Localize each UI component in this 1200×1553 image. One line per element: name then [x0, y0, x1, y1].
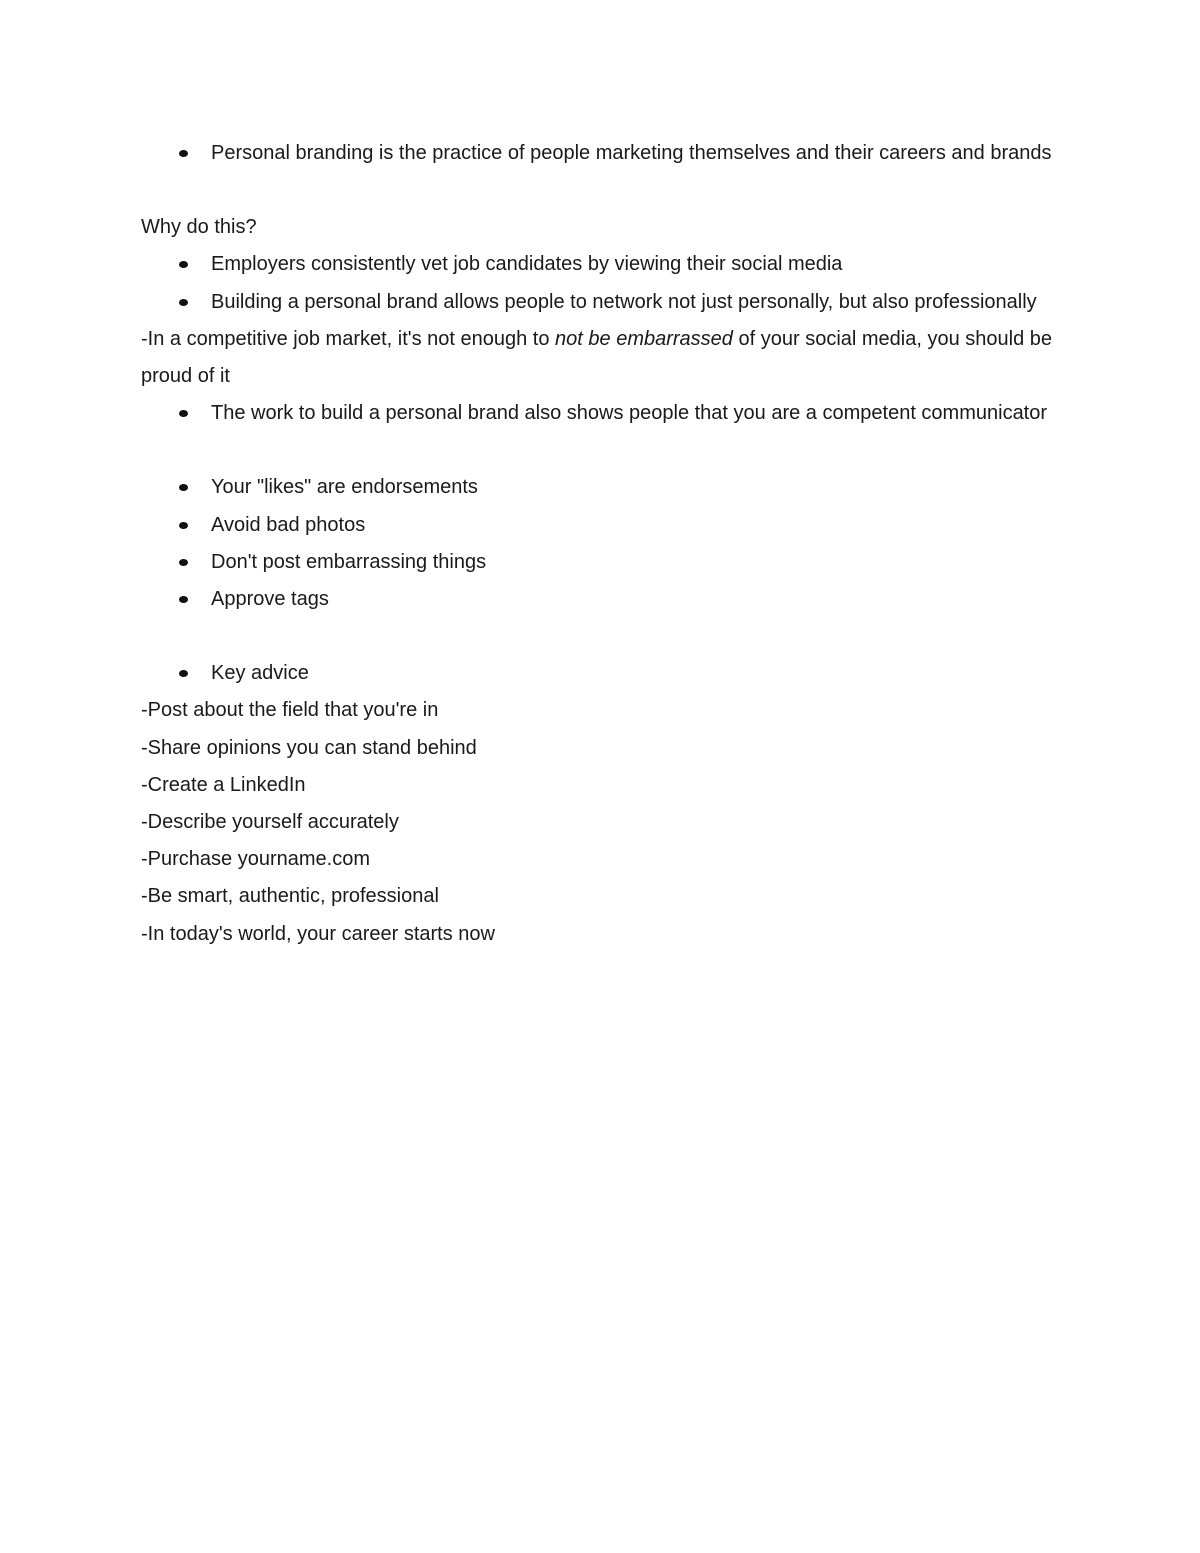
bullet-text: Employers consistently vet job candidates by viewing their social media — [211, 253, 843, 276]
bullet-dot-icon — [179, 670, 188, 677]
advice-line: -Share opinions you can stand behind — [141, 736, 477, 759]
bullet-text: Key advice — [211, 662, 309, 685]
competitive-note — [141, 321, 1061, 395]
bullet-item-likes — [141, 469, 1061, 506]
spacer — [141, 172, 1061, 209]
document-body — [141, 135, 1061, 953]
section-heading-why: Why do this? — [141, 216, 257, 239]
bullet-item-network — [141, 284, 1061, 321]
advice-line: -In today's world, your career starts now — [141, 922, 495, 945]
bullet-text: Building a personal brand allows people to network not just personally, but also professionally — [211, 290, 1037, 313]
bullet-text: The work to build a personal brand also shows people that you are a competent communicator — [211, 402, 1048, 425]
bullet-item-key-advice — [141, 655, 1061, 692]
bullet-item-photos — [141, 507, 1061, 544]
bullet-dot-icon — [179, 410, 188, 417]
bullet-item-employers — [141, 246, 1061, 283]
bullet-text: Approve tags — [211, 588, 329, 611]
bullet-dot-icon — [179, 522, 188, 529]
spacer — [141, 432, 1061, 469]
bullet-text: Your "likes" are endorsements — [211, 476, 478, 499]
bullet-dot-icon — [179, 299, 188, 306]
bullet-item-tags — [141, 581, 1061, 618]
competitive-note-after: of your social media, you should be proud of it — [141, 327, 1053, 388]
advice-line: -Create a LinkedIn — [141, 773, 306, 796]
bullet-dot-icon — [179, 596, 188, 603]
bullet-dot-icon — [179, 484, 188, 491]
advice-line: -Be smart, authentic, professional — [141, 885, 439, 908]
bullet-dot-icon — [179, 150, 188, 157]
bullet-item-embarrassing — [141, 544, 1061, 581]
advice-line: -Purchase yourname.com — [141, 848, 370, 871]
bullet-text: Don't post embarrassing things — [211, 550, 487, 573]
bullet-text: Personal branding is the practice of people marketing themselves and their careers and brands — [211, 142, 1052, 164]
competitive-note-emphasis: not be embarrassed — [555, 327, 733, 350]
bullet-dot-icon — [179, 261, 188, 268]
bullet-text: Avoid bad photos — [211, 513, 366, 536]
spacer — [141, 618, 1061, 655]
advice-line: -Describe yourself accurately — [141, 811, 399, 834]
advice-line: -Post about the field that you're in — [141, 699, 439, 722]
bullet-item-communicator — [141, 395, 1061, 432]
bullet-item-definition — [141, 135, 1061, 172]
competitive-note-before: -In a competitive job market, it's not enough to — [141, 327, 556, 350]
bullet-dot-icon — [179, 559, 188, 566]
